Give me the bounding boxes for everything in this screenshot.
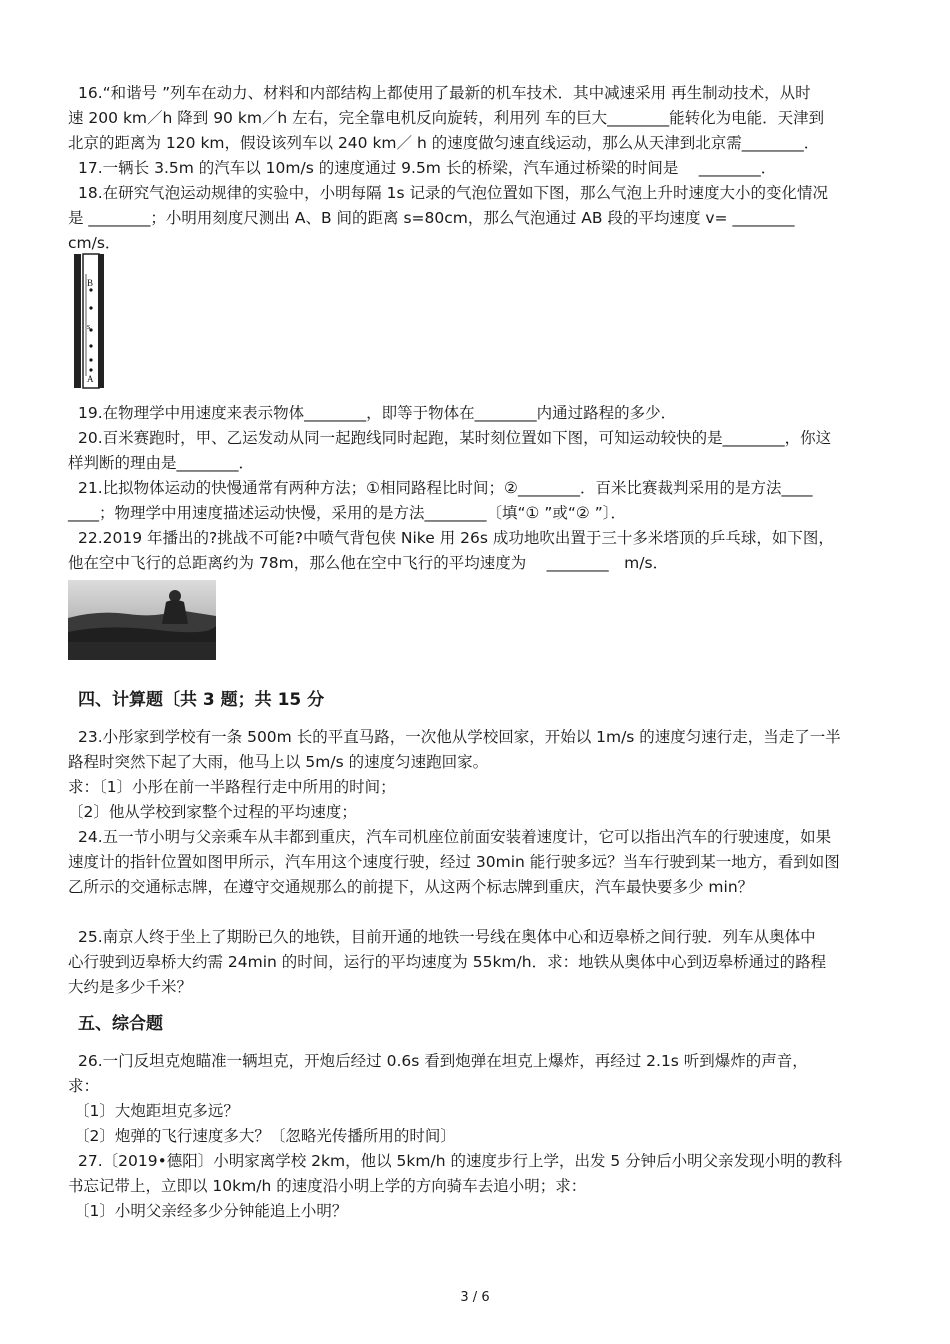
q23-line1: 23.小彤家到学校有一条 500m 长的平直马路，一次他从学校回家，开始以 1m/s 的速度匀速行走，当走了一半	[78, 728, 841, 746]
q20-line1: 20.百米赛跑时，甲、乙运发动从同一起跑线同时起跑，某时刻位置如下图，可知运动较快的是________，你这	[78, 429, 832, 447]
q27-line2: 书忘记带上，立即以 10km/h 的速度沿小明上学的方向骑车去追小明；求：	[68, 1177, 587, 1195]
q23-sub1: 求：〔1〕小彤在前一半路程行走中所用的时间；	[68, 778, 396, 796]
q27-sub1: 〔1〕小明父亲经多少分钟能追上小明？	[74, 1202, 348, 1220]
q18-line2: 是 ________；小明用刻度尺测出 A、B 间的距离 s=80cm，那么气泡通过 AB 段的平均速度 v= ________	[68, 209, 795, 227]
q25-line1: 25.南京人终于坐上了期盼已久的地铁，目前开通的地铁一号线在奥体中心和迈皋桥之间行驶．列车从奥体中	[78, 928, 816, 946]
jetpack-photo	[68, 580, 216, 660]
section-5-heading: 五、综合题	[78, 1014, 163, 1034]
q25-line3: 大约是多少千米？	[68, 978, 193, 996]
q16-line3: 北京的距离为 120 km，假设该列车以 240 km／ h 的速度做匀速直线运动，那么从天津到北京需________．	[68, 134, 820, 152]
q17-line: 17.一辆长 3.5m 的汽车以 10m/s 的速度通过 9.5m 长的桥梁，汽车通过桥梁的时间是 ________．	[78, 159, 777, 177]
q26-line2: 求：	[68, 1077, 100, 1095]
q22-line1: 22.2019 年播出的?挑战不可能?中喷气背包侠 Nike 用 26s 成功地吹出置于三十多米塔顶的乒乓球，如下图，	[78, 529, 834, 547]
tube-label-s: s	[87, 322, 91, 331]
q26-sub1: 〔1〕大炮距坦克多远？	[74, 1102, 239, 1120]
q26-line1: 26.一门反坦克炮瞄准一辆坦克，开炮后经过 0.6s 看到炮弹在坦克上爆炸，再经过 2.1s 听到爆炸的声音，	[78, 1052, 808, 1070]
q24-line2: 速度计的指针位置如图甲所示，汽车用这个速度行驶，经过 30min 能行驶多远？当车行驶到某一地方，看到如图	[68, 853, 840, 871]
q18-line1: 18.在研究气泡运动规律的实验中，小明每隔 1s 记录的气泡位置如下图，那么气泡上升时速度大小的变化情况	[78, 184, 828, 202]
q16-line1: 16.“和谐号 ”列车在动力、材料和内部结构上都使用了最新的机车技术．其中减速采用 再生制动技术，从时	[78, 84, 811, 102]
q24-line3: 乙所示的交通标志牌，在遵守交通规那么的前提下，从这两个标志牌到重庆，汽车最快要多少 min？	[68, 878, 754, 896]
section-4-heading: 四、计算题〔共 3 题；共 15 分	[78, 690, 325, 710]
q21-line1: 21.比拟物体运动的快慢通常有两种方法；①相同路程比时间；②________．百米比赛裁判采用的是方法____	[78, 479, 813, 497]
tube-label-a: A	[87, 374, 94, 384]
q16-line2: 速 200 km／h 降到 90 km／h 左右，完全靠电机反向旋转，利用列 车的巨大________能转化为电能．天津到	[68, 109, 825, 127]
q22-line2: 他在空中飞行的总距离约为 78m，那么他在空中飞行的平均速度为 ________ m/s．	[68, 554, 669, 572]
q24-line1: 24.五一节小明与父亲乘车从丰都到重庆，汽车司机座位前面安装着速度计，它可以指出汽车的行驶速度，如果	[78, 828, 832, 846]
page-number: 3 / 6	[460, 1290, 490, 1305]
bubble-tube-figure	[72, 252, 108, 390]
q21-line2: ____；物理学中用速度描述运动快慢，采用的是方法________〔填“① ”或“② ”〕．	[68, 504, 627, 522]
q23-sub2: 〔2〕他从学校到家整个过程的平均速度；	[68, 803, 357, 821]
q25-line2: 心行驶到迈皋桥大约需 24min 的时间，运行的平均速度为 55km/h．求：地铁从奥体中心到迈皋桥通过的路程	[68, 953, 827, 971]
q20-line2: 样判断的理由是________．	[68, 454, 255, 472]
q19-line: 19.在物理学中用速度来表示物体________，即等于物体在________内通过路程的多少．	[78, 404, 677, 422]
tube-label-b: B	[87, 278, 94, 288]
q23-line2: 路程时突然下起了大雨，他马上以 5m/s 的速度匀速跑回家。	[68, 753, 489, 771]
q27-line1: 27.〔2019•德阳〕小明家离学校 2km，他以 5km/h 的速度步行上学，出发 5 分钟后小明父亲发现小明的教科	[78, 1152, 843, 1170]
q18-line3: cm/s．	[68, 234, 121, 252]
q26-sub2: 〔2〕炮弹的飞行速度多大？〔忽略光传播所用的时间〕	[74, 1127, 456, 1145]
